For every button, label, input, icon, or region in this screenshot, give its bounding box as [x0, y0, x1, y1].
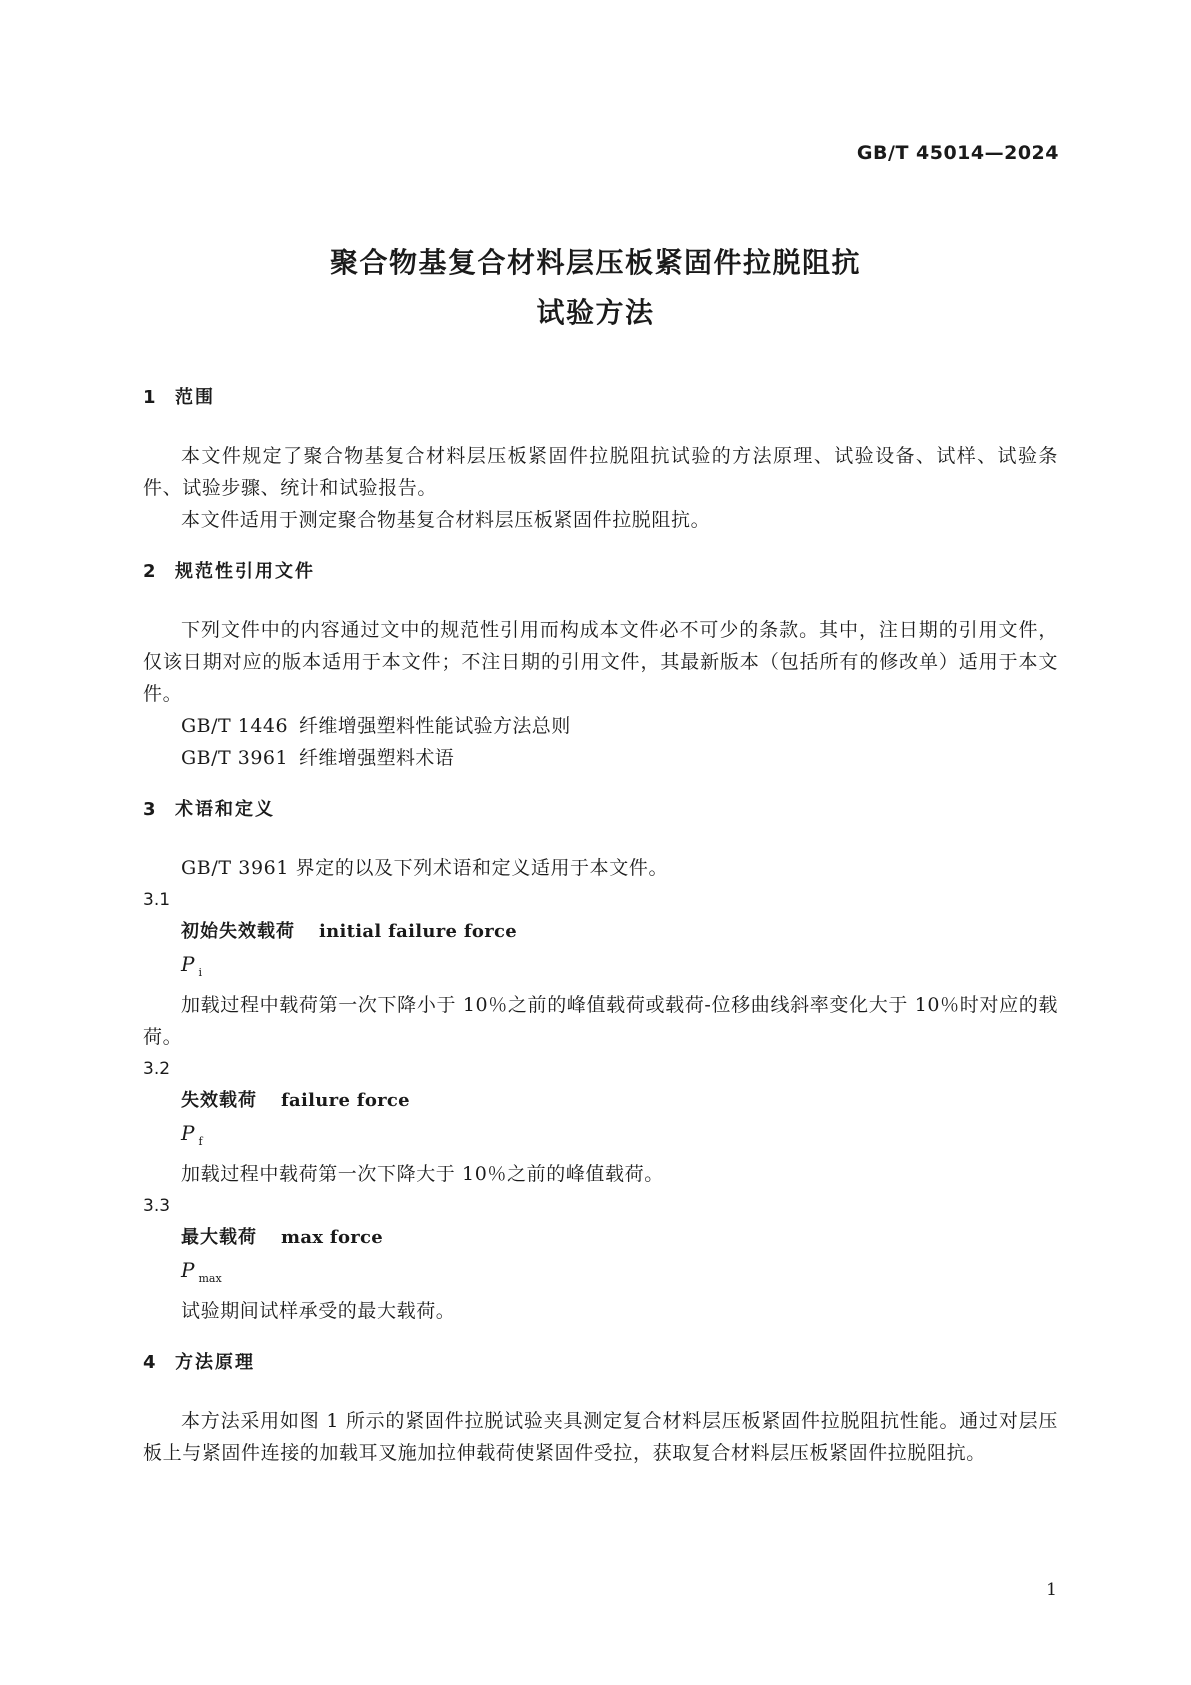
reference-code: GB/T 3961 — [181, 747, 289, 769]
section-1-paragraph-1: 本文件规定了聚合物基复合材料层压板紧固件拉脱阻抗试验的方法原理、试验设备、试样、试验条件、试验步骤、统计和试验报告。 — [143, 445, 1058, 499]
term-name-en: failure force — [281, 1090, 410, 1111]
term-symbol-subscript: max — [198, 1272, 222, 1285]
section-3-intro: GB/T 3961 界定的以及下列术语和定义适用于本文件。 — [181, 857, 669, 879]
term-name-zh: 失效载荷 — [181, 1090, 257, 1111]
section-title: 规范性引用文件 — [175, 561, 315, 582]
term-number: 3.2 — [143, 1059, 171, 1079]
reference-title: 纤维增强塑料术语 — [299, 747, 455, 769]
section-3-heading — [143, 796, 1058, 824]
title-line-2: 试验方法 — [536, 296, 655, 329]
term-symbol: P $_f$ — [181, 1121, 203, 1148]
section-number: 2 — [143, 561, 156, 582]
term-number: 3.3 — [143, 1196, 171, 1216]
term-symbol: P $_{max}$ — [181, 1258, 222, 1285]
term-symbol-subscript: i — [198, 966, 202, 979]
section-title: 范围 — [175, 387, 215, 408]
term-name — [143, 1085, 1058, 1117]
term-symbol: P $_i$ — [181, 952, 202, 979]
title-line-1: 聚合物基复合材料层压板紧固件拉脱阻抗 — [329, 246, 861, 279]
section-1-heading — [143, 384, 1058, 412]
normative-reference — [143, 710, 1058, 742]
page-number: 1 — [1046, 1580, 1057, 1600]
term-name — [143, 916, 1058, 948]
term-name-zh: 最大载荷 — [181, 1227, 257, 1248]
standard-number: GB/T 45014—2024 — [856, 142, 1059, 164]
term-name-en: initial failure force — [319, 921, 517, 942]
section-2-heading — [143, 558, 1058, 586]
term-name-en: max force — [281, 1227, 384, 1248]
section-title: 术语和定义 — [175, 799, 275, 820]
section-number: 3 — [143, 799, 156, 820]
section-number: 1 — [143, 387, 156, 408]
term-number: 3.1 — [143, 890, 171, 910]
section-1-paragraph-2: 本文件适用于测定聚合物基复合材料层压板紧固件拉脱阻抗。 — [181, 509, 711, 531]
term-symbol-subscript: f — [198, 1135, 203, 1148]
section-title: 方法原理 — [175, 1352, 255, 1373]
reference-title: 纤维增强塑料性能试验方法总则 — [299, 715, 571, 737]
normative-reference — [143, 742, 1058, 774]
term-definition: 加载过程中载荷第一次下降小于 10％之前的峰值载荷或载荷-位移曲线斜率变化大于 10％时对应的载荷。 — [143, 994, 1058, 1048]
term-definition: 试验期间试样承受的最大载荷。 — [181, 1300, 456, 1322]
document-body — [143, 384, 1058, 1469]
term-definition: 加载过程中载荷第一次下降大于 10％之前的峰值载荷。 — [181, 1163, 664, 1185]
term-name-zh: 初始失效载荷 — [181, 921, 295, 942]
term-name — [143, 1222, 1058, 1254]
document-title — [0, 238, 1191, 338]
section-number: 4 — [143, 1352, 156, 1373]
section-2-paragraph-1: 下列文件中的内容通过文中的规范性引用而构成本文件必不可少的条款。其中，注日期的引用文件，仅该日期对应的版本适用于本文件；不注日期的引用文件，其最新版本（包括所有的修改单）适用于本文件。 — [143, 619, 1058, 705]
section-4-paragraph-1: 本方法采用如图 1 所示的紧固件拉脱试验夹具测定复合材料层压板紧固件拉脱阻抗性能。通过对层压板上与紧固件连接的加载耳叉施加拉伸载荷使紧固件受拉，获取复合材料层压板紧固件拉脱阻抗。 — [143, 1410, 1058, 1464]
section-4-heading — [143, 1349, 1058, 1377]
reference-code: GB/T 1446 — [181, 715, 289, 737]
